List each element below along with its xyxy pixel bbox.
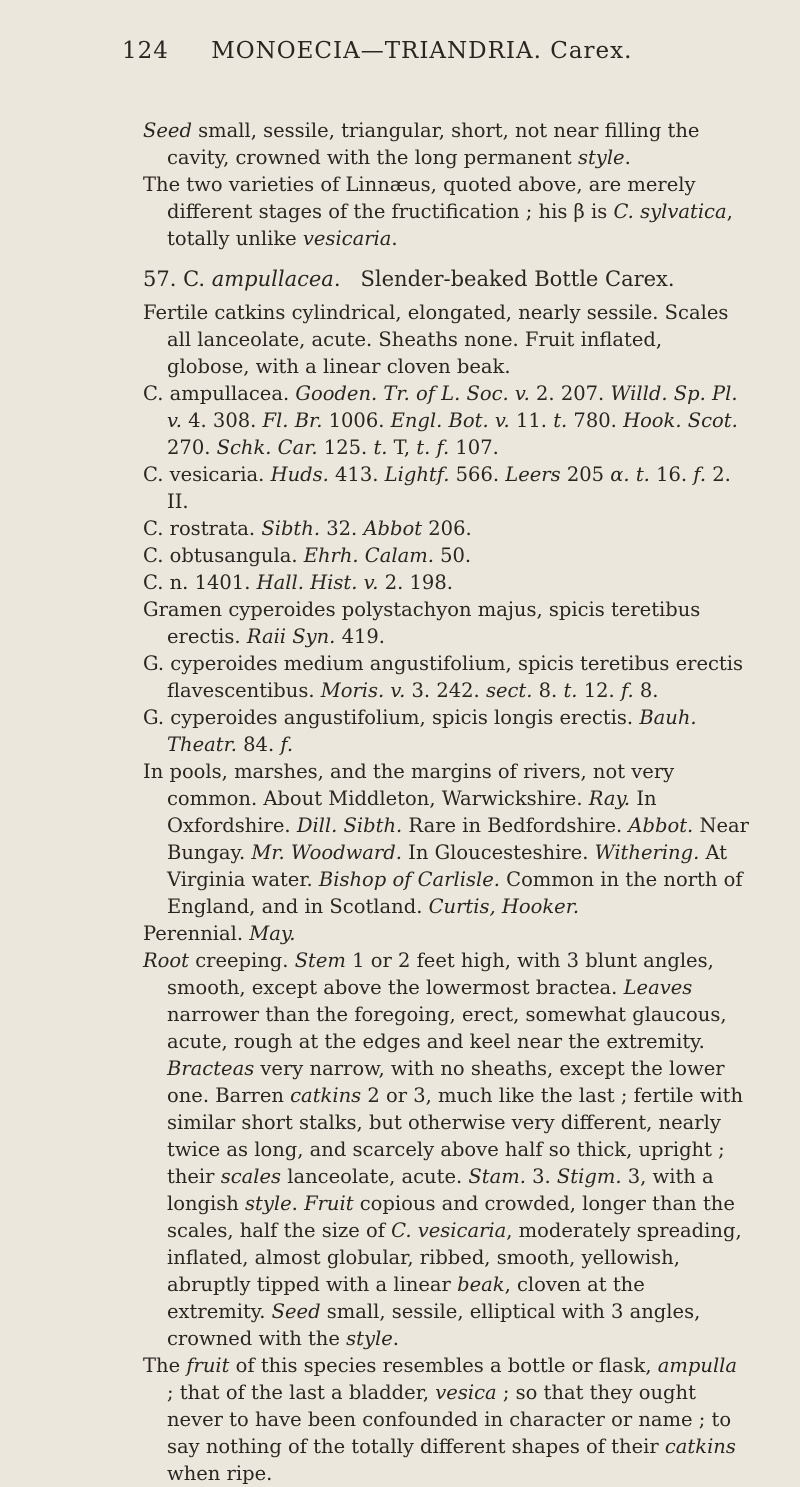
synonym-obtusangula: C. obtusangula. Ehrh. Calam. 50. (143, 544, 472, 567)
synonym-gramen-angustifolium: G. cyperoides angustifolium, spicis longis erectis. Bauh. Theatr. 84. f. (143, 706, 697, 756)
synonym-vesicaria: C. vesicaria. Huds. 413. Lightf. 566. Leers 205 α. t. 16. f. 2. II. (143, 463, 731, 513)
paragraph-varieties: The two varieties of Linnæus, quoted above, are merely different stages of the fructification ; his β is C. sylvatica, totally unlike vesicaria. (143, 173, 733, 250)
duration-flowering: Perennial. May. (143, 922, 296, 945)
description: Root creeping. Stem 1 or 2 feet high, with 3 blunt angles, smooth, except above the lowermost bractea. Leaves narrower than the foregoing, erect, somewhat glaucous, acute, rough at the edges and keel near the extremity. Bracteas very narrow, with no sheaths, except the lower one. Barren catkins 2 or 3, much like the last ; fertile with similar short stalks, but otherwise very different, nearly twice as long, and scarcely above half so thick, upright ; their scales lanceolate, acute. Stam. 3. Stigm. 3, with a longish style. Fruit copious and crowded, longer than the scales, half the size of C. vesicaria, moderately spreading, inflated, almost globular, ribbed, smooth, yellowish, abruptly tipped with a linear beak, cloven at the extremity. Seed small, sessile, elliptical with 3 angles, crowned with the style. (143, 949, 744, 1350)
species-diagnosis: Fertile catkins cylindrical, elongated, nearly sessile. Scales all lanceolate, acute. Sheaths none. Fruit inflated, globose, with a linear cloven beak. (143, 301, 729, 378)
synonym-gramen-majus: Gramen cyperoides polystachyon majus, spicis teretibus erectis. Raii Syn. 419. (143, 598, 701, 648)
paragraph-seed: Seed small, sessile, triangular, short, not near filling the cavity, crowned with the long permanent style. (143, 119, 700, 169)
synonym-haller: C. n. 1401. Hall. Hist. v. 2. 198. (143, 571, 453, 594)
synonym-ampullacea: C. ampullacea. Gooden. Tr. of L. Soc. v. 2. 207. Willd. Sp. Pl. v. 4. 308. Fl. Br. 1006. Engl. Bot. v. 11. t. 780. Hook. Scot. 270. Schk. Car. 125. t. T, t. f. 107. (143, 382, 738, 459)
habitat-localities: In pools, marshes, and the margins of rivers, not very common. About Middleton, Warwickshire. Ray. In Oxfordshire. Dill. Sibth. Rare in Bedfordshire. Abbot. Near Bungay. Mr. Woodward. In Gloucesteshire. Withering. At Virginia water. Bishop of Carlisle. Common in the north of England, and in Scotland. Curtis, Hooker. (143, 760, 749, 918)
synonym-gramen-medium: G. cyperoides medium angustifolium, spicis teretibus erectis flavescentibus. Moris. v. 3. 242. sect. 8. t. 12. f. 8. (143, 652, 743, 702)
body-text (143, 117, 749, 1487)
synonym-rostrata: C. rostrata. Sibth. 32. Abbot 206. (143, 517, 472, 540)
running-header (122, 38, 740, 64)
remarks: The fruit of this species resembles a bottle or flask, ampulla ; that of the last a bladder, vesica ; so that they ought never to have been confounded in character or name ; to say nothing of the totally different shapes of their catkins when ripe. (143, 1354, 738, 1485)
page-number: 124 (122, 38, 169, 64)
species-heading: 57. C. ampullacea. Slender-beaked Bottle Carex. (143, 267, 675, 291)
genus-name: Carex. (550, 38, 633, 64)
running-title: MONOECIA—TRIANDRIA. (211, 38, 542, 64)
